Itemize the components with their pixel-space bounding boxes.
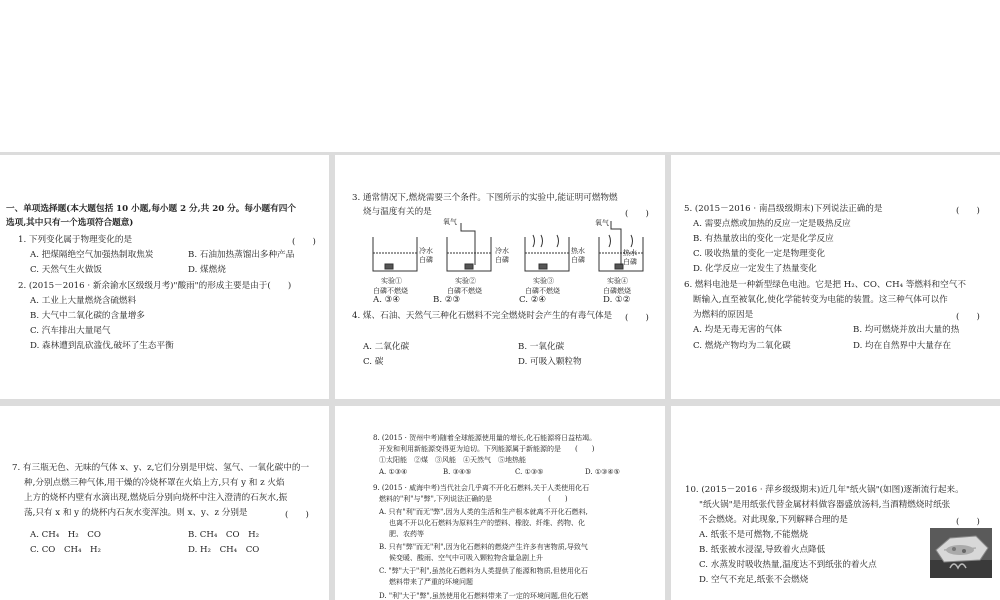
question-7-cont: 种,分别点燃三种气体,用干燥的冷烧杯罩在火焰上方,只有 y 和 z 火焰 xyxy=(24,478,285,488)
option-d: D. 均在自然界中大量存在 xyxy=(853,341,951,351)
option-b: B. ②③ xyxy=(433,295,461,305)
label-hot-water: 热水 xyxy=(571,247,585,255)
option-a-cont: 也离不开以化石燃料为原料生产的塑料、橡胶、纤维、药物、化 xyxy=(389,519,585,527)
option-c: C. ②④ xyxy=(519,295,547,305)
question-card-5 xyxy=(335,406,665,600)
option-b: B. 纸张被水浸湿,导致着火点降低 xyxy=(699,545,826,555)
section-header-cont: 选项,其中只有一个选项符合题意) xyxy=(6,218,134,228)
section-header: 一、单项选择题(本大题包括 10 小题,每小题 2 分,共 20 分。每小题有四个 xyxy=(6,204,296,214)
experiment-result: 白磷不燃烧 xyxy=(525,287,560,295)
option-b: B. 有热量放出的变化一定是化学反应 xyxy=(693,234,834,244)
question-7-cont: 荡,只有 x 和 y 的烧杯内石灰水变浑浊。则 x、y、z 分别是 xyxy=(24,508,248,518)
option-d: D. ①③④⑤ xyxy=(585,468,620,476)
option-c: C. CO CH₄ H₂ xyxy=(30,545,101,555)
question-5: 5. (2015－2016 · 南昌级级期末)下列说法正确的是 xyxy=(684,204,883,214)
question-8-cont: 开发和利用新能源变得更为迫切。下列能源属于新能源的是 ( ) xyxy=(379,445,595,453)
option-c-cont: 燃料带来了严重的环境问题 xyxy=(389,578,473,586)
question-8-cont: ①太阳能 ②煤 ③风能 ④天然气 ⑤地热能 xyxy=(379,456,526,464)
question-card-1 xyxy=(0,155,329,399)
blank-top-area xyxy=(0,0,1000,152)
option-a: A. ①③④ xyxy=(379,468,408,476)
option-c: C. 汽车排出大量尾气 xyxy=(30,326,111,336)
option-b: B. 只有"弊"而无"利",因为化石燃料的燃烧产生许多有害物质,导致气 xyxy=(379,543,588,551)
question-6-cont: 断输入,直至被氧化,使化学能转变为电能的装置。这三种气体可以作 xyxy=(693,295,948,305)
experiment-result: 白磷不燃烧 xyxy=(373,287,408,295)
question-1: 1. 下列变化属于物理变化的是 xyxy=(18,235,133,245)
question-8: 8. (2015 · 贺州中考)随着全球能源使用量的增长,化石能源将日益枯竭。 xyxy=(373,434,597,442)
question-10-cont: 不会燃烧。对此现象,下列解释合理的是 xyxy=(699,515,848,525)
option-d: D. "利"大于"弊",虽然使用化石燃料带来了一定的环境问题,但化石燃 xyxy=(379,592,589,600)
option-d: D. ①② xyxy=(603,295,631,305)
experiment-label: 实验② xyxy=(455,277,476,285)
option-d: D. H₂ CH₄ CO xyxy=(188,545,260,555)
question-card-4 xyxy=(0,406,329,600)
answer-paren: ( ) xyxy=(956,206,980,216)
option-b: B. CH₄ CO H₂ xyxy=(188,530,260,540)
label-cold-water: 冷水 xyxy=(419,247,433,255)
option-b: B. ③④⑤ xyxy=(443,468,472,476)
question-3: 3. 通常情况下,燃烧需要三个条件。下图所示的实验中,能证明可燃物燃 xyxy=(352,193,618,203)
label-cold-water: 冷水 xyxy=(495,247,509,255)
label-oxygen: 氧气 xyxy=(443,218,457,226)
question-7-cont: 上方的烧杯内壁有水滴出现,燃烧后分别向烧杯中注入澄清的石灰水,振 xyxy=(24,493,288,503)
label-oxygen: 氧气 xyxy=(595,219,609,227)
question-6: 6. 燃料电池是一种新型绿色电池。它是把 H₂、CO、CH₄ 等燃料和空气不 xyxy=(684,280,966,290)
question-10: 10. (2015－2016 · 萍乡级级期末)近几年"纸火锅"(如图)逐渐流行起来。 xyxy=(685,485,964,495)
question-7: 7. 有三瓶无色、无味的气体 x、y、z,它们分别是甲烷、氢气、一氧化碳中的一 xyxy=(12,463,310,473)
question-4: 4. 煤、石油、天然气三种化石燃料不完全燃烧时会产生的有毒气体是 xyxy=(352,311,613,321)
answer-paren: ( ) xyxy=(625,313,649,323)
option-a: A. 均是无毒无害的气体 xyxy=(693,325,783,335)
label-white-phosphorus: 白磷 xyxy=(495,256,509,264)
option-c: C. 燃烧产物均为二氧化碳 xyxy=(693,341,791,351)
option-c: C. "弊"大于"利",虽然化石燃料为人类提供了能源和物质,但使用化石 xyxy=(379,567,588,575)
question-6-cont: 为燃料的原因是 xyxy=(693,310,754,320)
experiment-result: 白磷不燃烧 xyxy=(447,287,482,295)
option-c: C. 水蒸发时吸收热量,温度达不到纸张的着火点 xyxy=(699,560,877,570)
option-d: D. 森林遭到乱砍滥伐,破坏了生态平衡 xyxy=(30,341,174,351)
experiment-label: 实验① xyxy=(381,277,402,285)
option-b: B. 大气中二氧化碳的含量增多 xyxy=(30,311,145,321)
question-card-2 xyxy=(335,155,665,399)
option-b-cont: 候变暖、酸雨、空气中可吸入颗粒物含量急剧上升 xyxy=(389,554,543,562)
option-a: A. CH₄ H₂ CO xyxy=(30,530,101,540)
option-d: D. 可吸入颗粒物 xyxy=(518,357,582,367)
option-b: B. 一氧化碳 xyxy=(518,342,565,352)
question-2: 2. (2015－2016 · 新余渝水区级级月考)"酸雨"的形成主要是由于( ) xyxy=(18,281,292,291)
question-10-cont: "纸火锅"是用纸张代替金属材料做容器盛放汤料,当酒精燃烧时纸张 xyxy=(699,500,951,510)
experiment-label: 实验③ xyxy=(533,277,554,285)
experiment-label: 实验④ xyxy=(607,277,628,285)
answer-paren: ( ) xyxy=(625,209,649,219)
option-a: A. 二氧化碳 xyxy=(363,342,410,352)
option-c: C. ①③⑤ xyxy=(515,468,544,476)
label-white-phosphorus: 白磷 xyxy=(623,258,637,266)
paper-hotpot-photo xyxy=(930,528,992,578)
option-a: A. 只有"利"而无"弊",因为人类的生活和生产根本就离不开化石燃料, xyxy=(379,508,588,516)
answer-paren: ( ) xyxy=(956,312,980,322)
answer-paren: ( ) xyxy=(292,237,316,247)
answer-paren: ( ) xyxy=(956,517,980,527)
option-a: A. 需要点燃或加热的反应一定是吸热反应 xyxy=(693,219,851,229)
option-c: C. 碳 xyxy=(363,357,384,367)
question-9: 9. (2015 · 威海中考)当代社会几乎离不开化石燃料,关于人类使用化石 xyxy=(373,484,590,492)
option-d: D. 化学反应一定发生了热量变化 xyxy=(693,264,817,274)
option-a: A. ③④ xyxy=(373,295,401,305)
option-c: C. 天然气生火做饭 xyxy=(30,265,102,275)
question-card-6 xyxy=(671,406,1000,600)
answer-paren: ( ) xyxy=(285,510,309,520)
question-3-cont: 烧与温度有关的是 xyxy=(363,207,432,217)
label-white-phosphorus: 白磷 xyxy=(571,256,585,264)
option-b: B. 均可燃烧并放出大量的热 xyxy=(853,325,960,335)
option-c: C. 吸收热量的变化一定是物理变化 xyxy=(693,249,826,259)
option-b: B. 石油加热蒸馏出多种产品 xyxy=(188,250,295,260)
question-card-3 xyxy=(671,155,1000,399)
option-a: A. 把煤隔绝空气加强热制取焦炭 xyxy=(30,250,154,260)
option-d: D. 煤燃烧 xyxy=(188,265,226,275)
experiment-result: 白磷燃烧 xyxy=(603,287,631,295)
label-hot-water: 热水 xyxy=(623,249,637,257)
option-d: D. 空气不充足,纸张不会燃烧 xyxy=(699,575,809,585)
question-9-cont: 燃料的"利"与"弊",下列说法正确的是 ( ) xyxy=(379,495,568,503)
option-a-cont: 肥、农药等 xyxy=(389,530,424,538)
option-a: A. 纸张不是可燃物,不能燃烧 xyxy=(699,530,808,540)
option-a: A. 工业上大量燃烧含硫燃料 xyxy=(30,296,137,306)
label-white-phosphorus: 白磷 xyxy=(419,256,433,264)
